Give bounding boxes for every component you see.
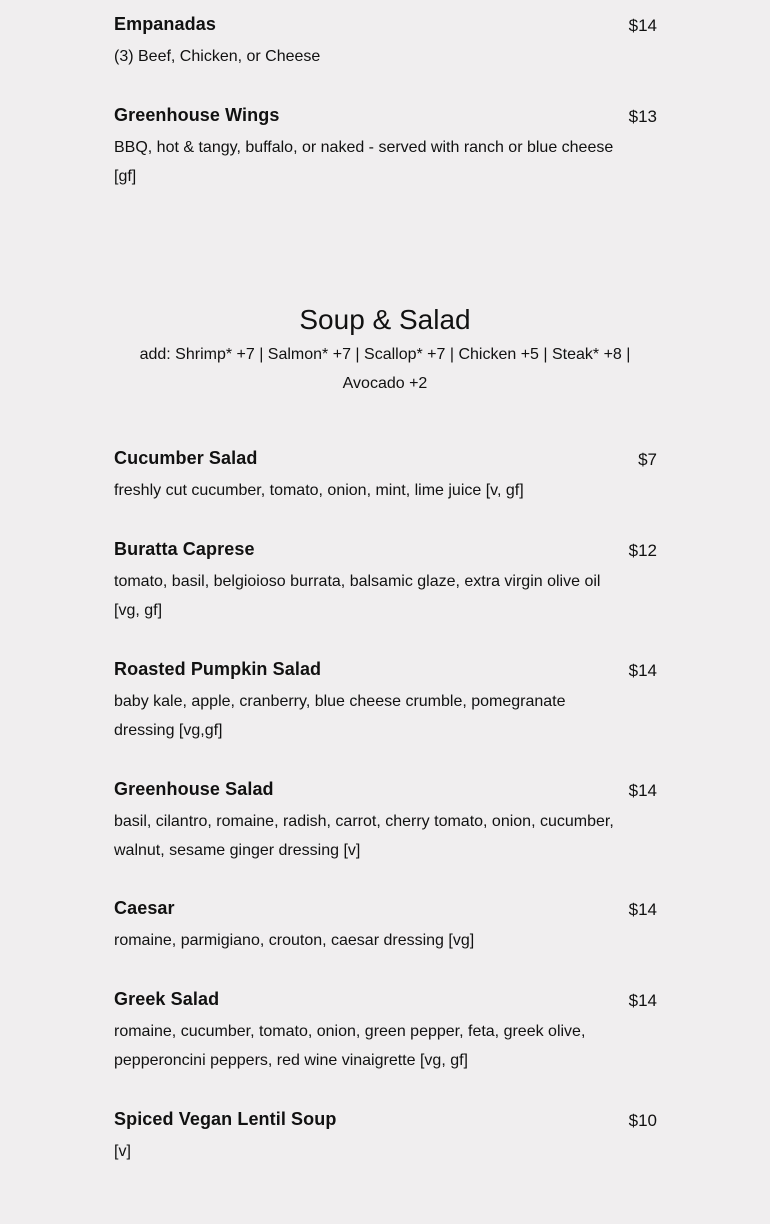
item-description: BBQ, hot & tangy, buffalo, or naked - served with ranch or blue cheese [gf] [114,139,614,185]
item-description: [v] [114,1143,131,1160]
section-title: Soup & Salad [299,304,471,335]
item-price: $14 [628,900,657,919]
menu-item [114,778,657,865]
item-description: romaine, parmigiano, crouton, caesar dressing [vg] [114,932,475,949]
item-description: baby kale, apple, cranberry, blue cheese crumble, pomegranate dressing [vg,gf] [114,693,566,739]
item-price: $12 [628,541,657,560]
item-price: $14 [628,661,657,680]
menu-item [114,988,657,1075]
menu-item [114,1108,657,1166]
item-name: Empanadas [114,14,216,34]
menu-item [114,658,657,745]
item-description: romaine, cucumber, tomato, onion, green pepper, feta, greek olive, pepperoncini peppers, red wine vinaigrette [vg, gf] [114,1023,586,1069]
item-description: (3) Beef, Chicken, or Cheese [114,48,321,65]
item-name: Cucumber Salad [114,448,258,468]
item-name: Greenhouse Wings [114,105,280,125]
item-name: Greenhouse Salad [114,779,274,799]
item-name: Greek Salad [114,989,220,1009]
item-name: Spiced Vegan Lentil Soup [114,1109,337,1129]
item-price: $14 [628,781,657,800]
item-name: Buratta Caprese [114,539,255,559]
section-addons: add: Shrimp* +7 | Salmon* +7 | Scallop* +7 | Chicken +5 | Steak* +8 | Avocado +2 [139,346,631,392]
menu-item [114,897,657,955]
item-description: freshly cut cucumber, tomato, onion, mint, lime juice [v, gf] [114,482,524,499]
item-description: basil, cilantro, romaine, radish, carrot, cherry tomato, onion, cucumber, walnut, sesame ginger dressing [v] [114,813,614,859]
item-price: $7 [638,450,657,469]
item-description: tomato, basil, belgioioso burrata, balsamic glaze, extra virgin olive oil [vg, gf] [114,573,601,619]
menu-item [114,104,657,191]
item-price: $14 [628,991,657,1010]
item-price: $10 [628,1111,657,1130]
item-name: Roasted Pumpkin Salad [114,659,322,679]
item-name: Caesar [114,898,175,918]
menu-item [114,447,657,505]
item-price: $14 [628,16,657,35]
item-price: $13 [628,107,657,126]
menu-item [114,538,657,625]
menu-item [114,13,657,71]
